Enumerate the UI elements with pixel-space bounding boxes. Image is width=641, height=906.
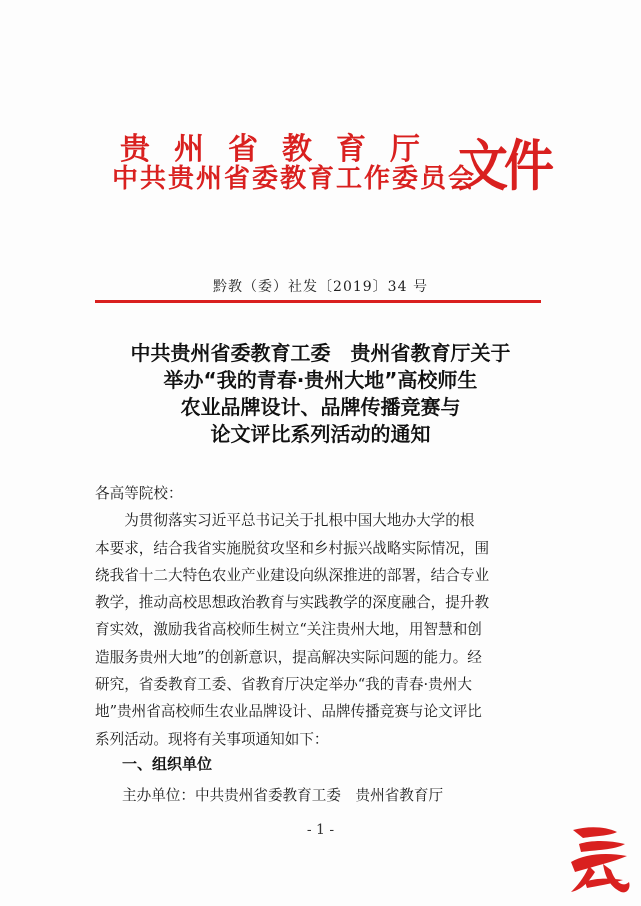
issuer-line-education-department: 贵州省教育厅 (120, 132, 444, 167)
body-line: 系列活动。现将有关事项通知如下： (95, 730, 329, 748)
title-line: 论文评比系列活动的通知 (210, 422, 431, 446)
body-line: 研究，省委教育工委、省教育厅决定举办“我的青春·贵州大 (95, 676, 472, 694)
host-organizers-line: 主办单位：中共贵州省委教育工委 贵州省教育厅 (122, 787, 444, 804)
body-line: 为贯彻落实习近平总书记关于扎根中国大地办大学的根 (95, 512, 475, 530)
red-brush-logo-icon (565, 822, 635, 900)
body-line: 育实效，激励我省高校师生树立“关注贵州大地，用智慧和创 (95, 621, 482, 639)
page-number: - 1 - (306, 822, 335, 838)
title-line: 中共贵州省委教育工委 贵州省教育厅关于 (130, 341, 511, 365)
title-line: 举办“我的青春·贵州大地”高校师生 (163, 368, 478, 392)
document-title (80, 340, 561, 448)
document-suffix: 文件 (458, 133, 550, 199)
body-line: 绕我省十二大特色农业产业建设向纵深推进的部署，结合专业 (95, 566, 490, 584)
salutation: 各高等院校： (95, 485, 183, 502)
red-divider-line (95, 300, 541, 303)
body-line: 本要求，结合我省实施脱贫攻坚和乡村振兴战略实际情况，围 (95, 539, 490, 557)
document-body (95, 480, 555, 753)
body-line: 地”贵州省高校师生农业品牌设计、品牌传播竞赛与论文评比 (95, 703, 482, 721)
issuer-line-education-committee: 中共贵州省委教育工作委员会 (112, 164, 477, 194)
section-heading-organizers: 一、组织单位 (122, 755, 213, 773)
body-line: 造服务贵州大地”的创新意识，提高解决实际问题的能力。经 (95, 648, 482, 666)
document-number: 黔教（委）社发〔2019〕34 号 (213, 279, 428, 295)
body-line: 教学，推动高校思想政治教育与实践教学的深度融合，提升教 (95, 594, 490, 612)
title-line: 农业品牌设计、品牌传播竞赛与 (180, 395, 461, 419)
